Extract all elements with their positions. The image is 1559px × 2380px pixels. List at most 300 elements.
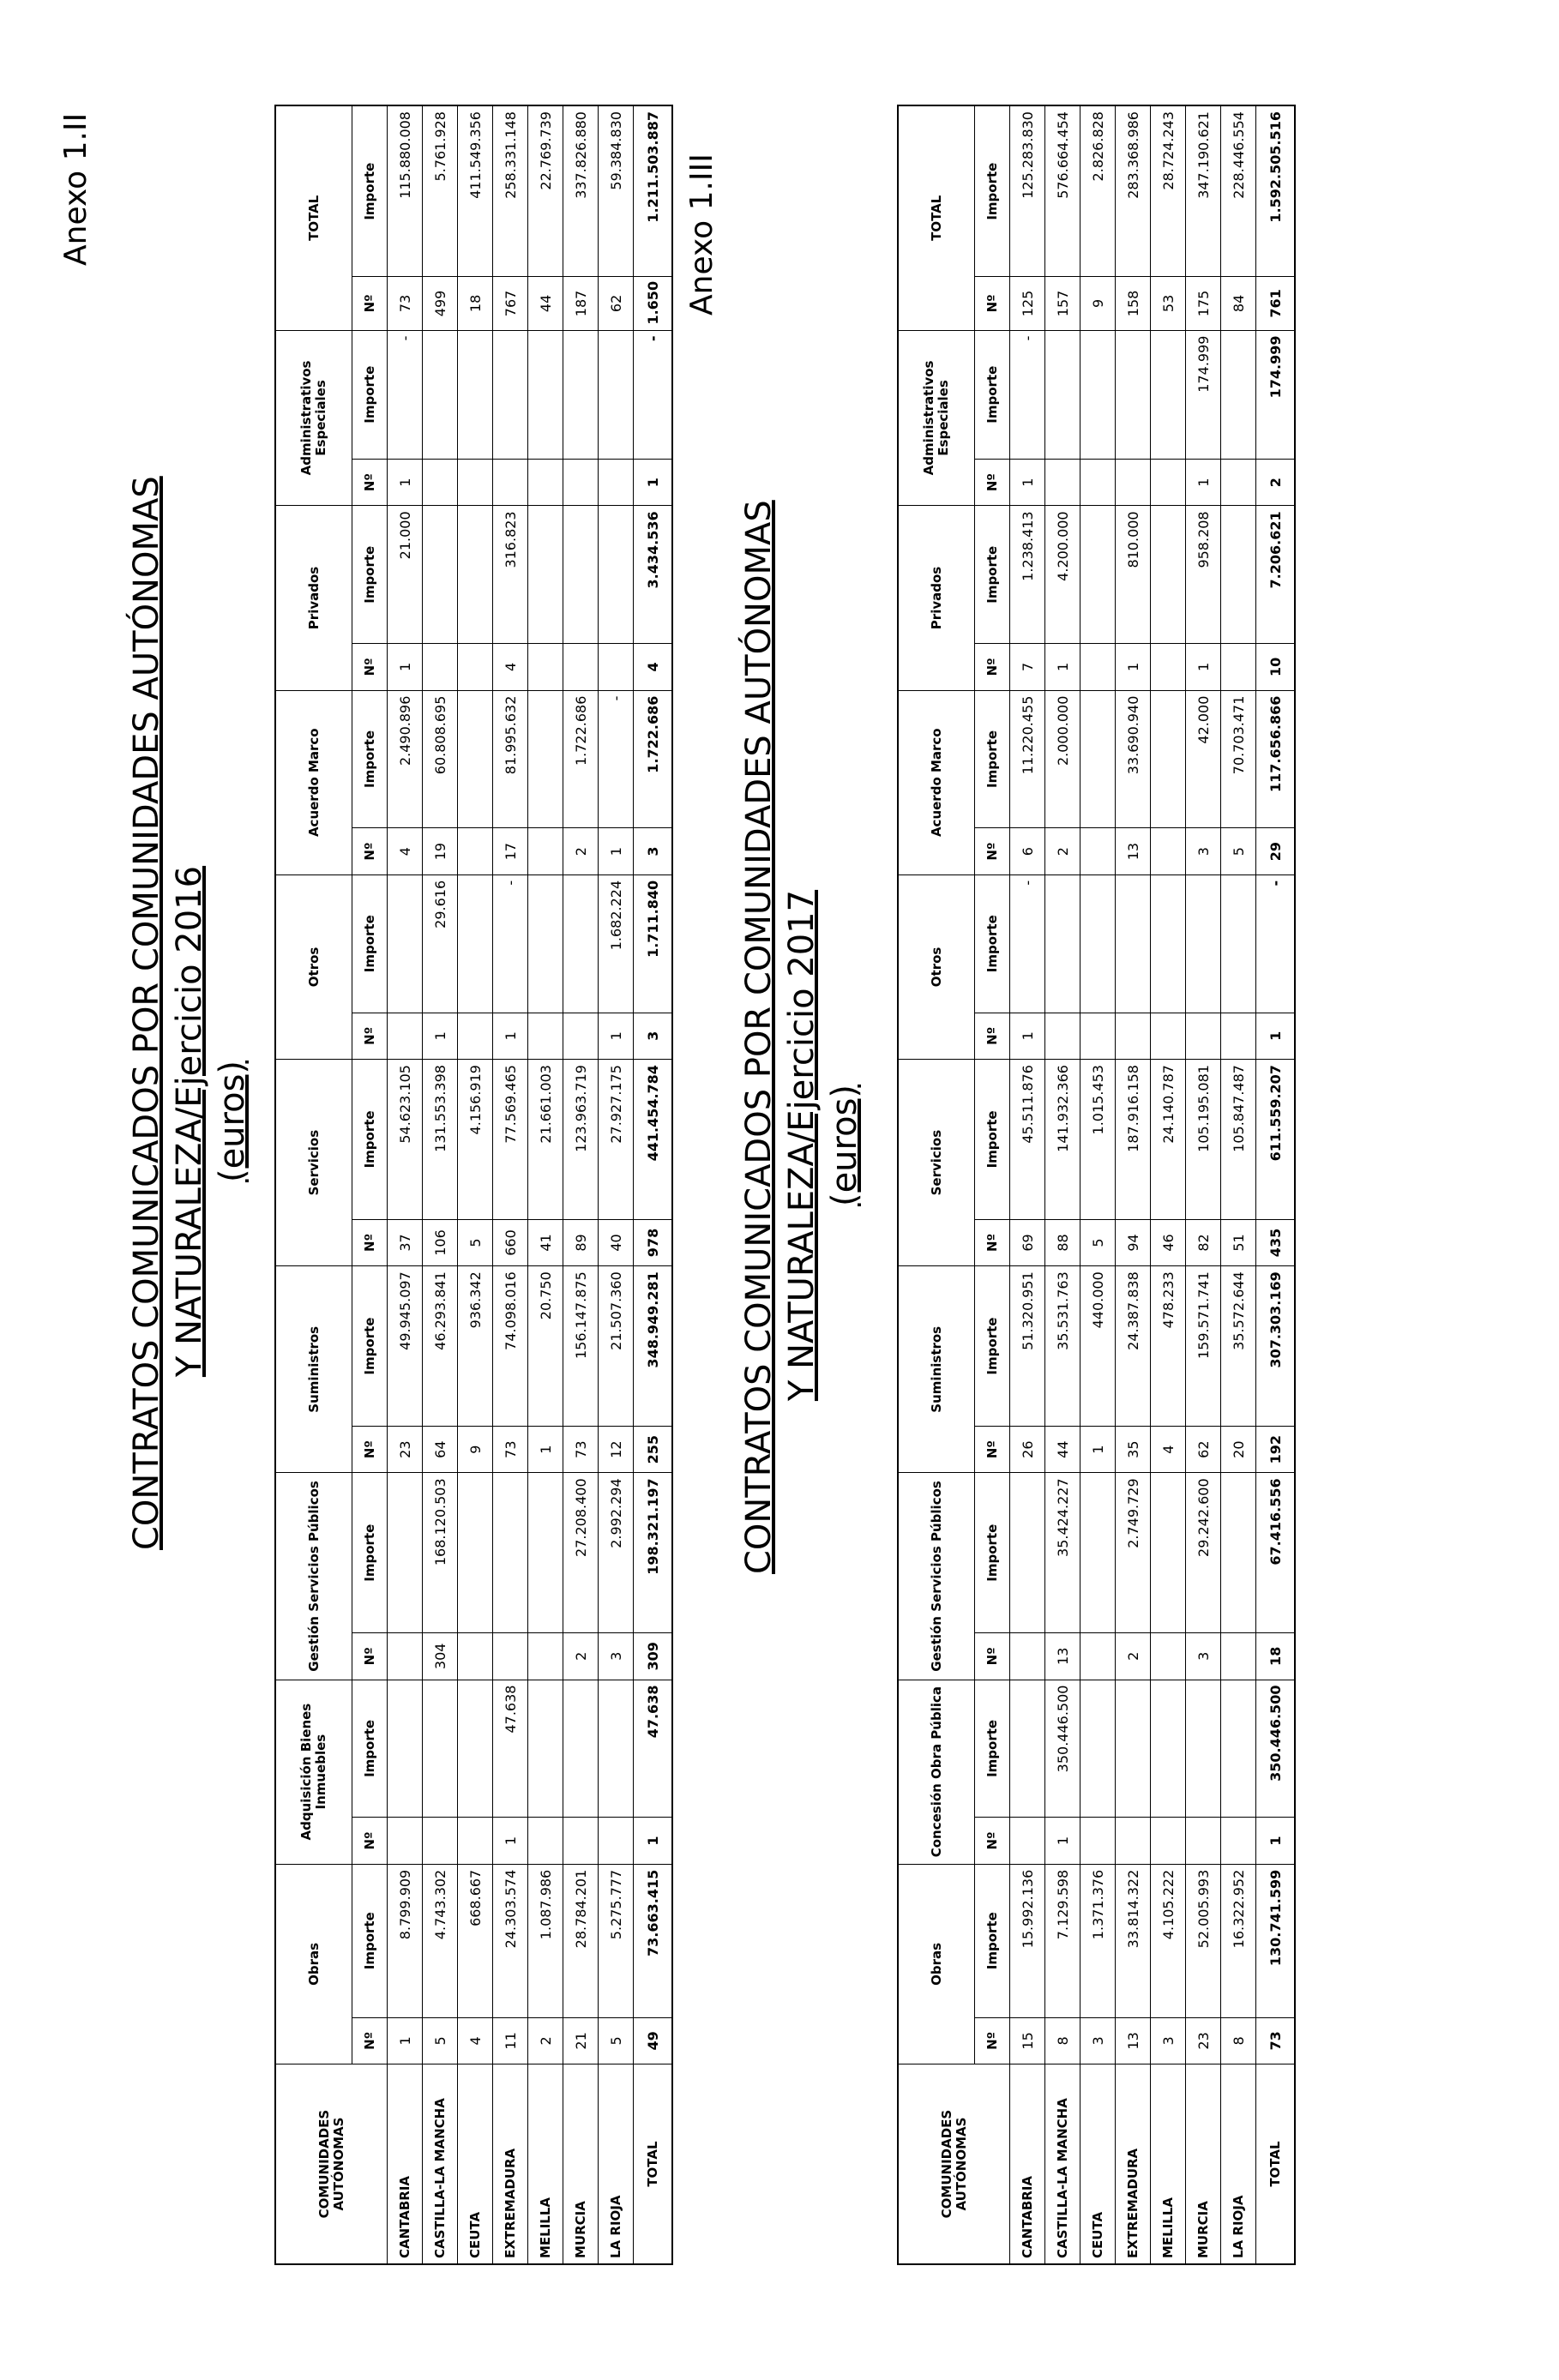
amount-cell: 29.242.600 bbox=[1186, 1473, 1221, 1633]
count-cell: 69 bbox=[1010, 1219, 1045, 1265]
count-cell: 5 bbox=[423, 2017, 458, 2064]
table-row bbox=[1151, 105, 1186, 2264]
group-header: Administrativos Especiales bbox=[898, 330, 975, 506]
amount-cell: 159.571.741 bbox=[1186, 1266, 1221, 1427]
amount-cell: 1.087.986 bbox=[528, 1864, 563, 2017]
count-cell bbox=[528, 1013, 563, 1059]
count-cell: 84 bbox=[1221, 277, 1256, 330]
count-subheader: Nº bbox=[352, 2017, 388, 2064]
count-cell: 73 bbox=[388, 277, 423, 330]
total-count-cell: 3 bbox=[634, 828, 673, 874]
count-cell: 1 bbox=[423, 1013, 458, 1059]
amount-cell bbox=[458, 330, 493, 459]
total-count-cell: 3 bbox=[634, 1013, 673, 1059]
count-cell: 106 bbox=[423, 1219, 458, 1265]
count-cell bbox=[528, 459, 563, 505]
table-row bbox=[1045, 105, 1080, 2264]
count-cell bbox=[1010, 1818, 1045, 1864]
amount-cell bbox=[423, 330, 458, 459]
total-count-cell: 1 bbox=[1256, 1013, 1296, 1059]
total-amount-cell: 7.206.621 bbox=[1256, 506, 1296, 644]
region-name: MELILLA bbox=[528, 2064, 563, 2264]
count-cell: 12 bbox=[599, 1426, 634, 1472]
region-name: CANTABRIA bbox=[388, 2064, 423, 2264]
count-cell bbox=[563, 1013, 599, 1059]
count-cell: 26 bbox=[1010, 1426, 1045, 1472]
group-header: Privados bbox=[275, 506, 352, 690]
amount-cell: 156.147.875 bbox=[563, 1266, 599, 1427]
amount-cell: 29.616 bbox=[423, 874, 458, 1013]
count-cell: 19 bbox=[423, 828, 458, 874]
count-cell bbox=[1080, 1818, 1116, 1864]
count-cell bbox=[1080, 828, 1116, 874]
total-count-cell: 1 bbox=[634, 459, 673, 505]
count-cell: 1 bbox=[1010, 1013, 1045, 1059]
count-cell: 8 bbox=[1045, 2017, 1080, 2064]
amount-cell: 337.826.880 bbox=[563, 105, 599, 277]
count-cell bbox=[1045, 1013, 1080, 1059]
count-cell bbox=[528, 1818, 563, 1864]
region-name: CASTILLA-LA MANCHA bbox=[1045, 2064, 1080, 2264]
count-cell: 1 bbox=[1186, 459, 1221, 505]
count-cell: 6 bbox=[1010, 828, 1045, 874]
total-amount-cell: 1.592.505.516 bbox=[1256, 105, 1296, 277]
count-cell bbox=[1186, 1818, 1221, 1864]
amount-cell: 35.531.763 bbox=[1045, 1266, 1080, 1427]
count-cell: 5 bbox=[1080, 1219, 1116, 1265]
total-amount-cell: 67.416.556 bbox=[1256, 1473, 1296, 1633]
count-subheader: Nº bbox=[975, 1633, 1010, 1680]
region-name: EXTREMADURA bbox=[1116, 2064, 1151, 2264]
contracts-table-2017 bbox=[897, 105, 1296, 2265]
total-amount-cell: 350.446.500 bbox=[1256, 1680, 1296, 1818]
amount-cell: 4.105.222 bbox=[1151, 1864, 1186, 2017]
group-header: Privados bbox=[898, 506, 975, 690]
amount-cell bbox=[599, 330, 634, 459]
amount-cell: 4.743.302 bbox=[423, 1864, 458, 2017]
amount-cell bbox=[563, 506, 599, 644]
count-cell: 88 bbox=[1045, 1219, 1080, 1265]
amount-cell bbox=[599, 506, 634, 644]
amount-cell: - bbox=[599, 690, 634, 828]
total-amount-cell: - bbox=[634, 330, 673, 459]
count-cell bbox=[1186, 1013, 1221, 1059]
count-cell bbox=[599, 1818, 634, 1864]
total-amount-cell: 1.722.686 bbox=[634, 690, 673, 828]
count-cell: 7 bbox=[1010, 644, 1045, 690]
table-row bbox=[1221, 105, 1256, 2264]
group-header: Otros bbox=[898, 874, 975, 1059]
amount-cell: - bbox=[493, 874, 528, 1013]
count-cell: 5 bbox=[1221, 828, 1256, 874]
amount-cell: 1.371.376 bbox=[1080, 1864, 1116, 2017]
total-amount-cell: 3.434.536 bbox=[634, 506, 673, 644]
amount-cell: 350.446.500 bbox=[1045, 1680, 1080, 1818]
count-cell: 1 bbox=[599, 828, 634, 874]
amount-cell: 28.784.201 bbox=[563, 1864, 599, 2017]
count-subheader: Nº bbox=[975, 1818, 1010, 1864]
amount-cell bbox=[528, 330, 563, 459]
count-subheader: Nº bbox=[975, 644, 1010, 690]
amount-cell bbox=[528, 690, 563, 828]
count-subheader: Nº bbox=[352, 828, 388, 874]
count-cell bbox=[1151, 1633, 1186, 1680]
amount-subheader: Importe bbox=[975, 1864, 1010, 2017]
count-cell: 23 bbox=[388, 1426, 423, 1472]
count-cell bbox=[1221, 1818, 1256, 1864]
amount-cell: - bbox=[1010, 330, 1045, 459]
region-name: MURCIA bbox=[563, 2064, 599, 2264]
count-cell bbox=[528, 644, 563, 690]
amount-subheader: Importe bbox=[975, 330, 1010, 459]
amount-subheader: Importe bbox=[975, 1266, 1010, 1427]
amount-cell bbox=[1080, 874, 1116, 1013]
count-cell bbox=[1045, 459, 1080, 505]
amount-subheader: Importe bbox=[352, 874, 388, 1013]
amount-cell bbox=[1186, 1680, 1221, 1818]
amount-cell bbox=[1010, 1473, 1045, 1633]
table-row bbox=[1080, 105, 1116, 2264]
total-amount-cell: 441.454.784 bbox=[634, 1060, 673, 1220]
region-name: MURCIA bbox=[1186, 2064, 1221, 2264]
count-cell bbox=[493, 459, 528, 505]
amount-cell: 1.015.453 bbox=[1080, 1060, 1116, 1220]
amount-cell: 20.750 bbox=[528, 1266, 563, 1427]
amount-cell bbox=[1221, 874, 1256, 1013]
count-cell bbox=[458, 644, 493, 690]
amount-cell bbox=[528, 506, 563, 644]
total-count-cell: 1 bbox=[1256, 1818, 1296, 1864]
table-row bbox=[388, 105, 423, 2264]
amount-cell: 115.880.008 bbox=[388, 105, 423, 277]
group-header: Servicios bbox=[275, 1060, 352, 1266]
count-cell: 2 bbox=[563, 1633, 599, 1680]
group-header: TOTAL bbox=[898, 105, 975, 330]
annex-label-2: Anexo 1.III bbox=[684, 153, 719, 316]
count-cell: 1 bbox=[1080, 1426, 1116, 1472]
count-cell bbox=[1151, 828, 1186, 874]
count-cell bbox=[528, 1633, 563, 1680]
amount-cell: 478.233 bbox=[1151, 1266, 1186, 1427]
count-cell: 1 bbox=[599, 1013, 634, 1059]
count-cell bbox=[528, 828, 563, 874]
amount-cell bbox=[1080, 1473, 1116, 1633]
amount-cell: 22.769.739 bbox=[528, 105, 563, 277]
count-subheader: Nº bbox=[975, 1426, 1010, 1472]
amount-cell: 54.623.105 bbox=[388, 1060, 423, 1220]
count-cell bbox=[458, 1013, 493, 1059]
amount-cell bbox=[1045, 330, 1080, 459]
amount-cell: 28.724.243 bbox=[1151, 105, 1186, 277]
amount-subheader: Importe bbox=[975, 105, 1010, 277]
count-cell: 499 bbox=[423, 277, 458, 330]
amount-cell: 77.569.465 bbox=[493, 1060, 528, 1220]
title-line: CONTRATOS COMUNICADOS POR COMUNIDADES AUTÓNOMAS bbox=[739, 500, 779, 1574]
amount-cell: 51.320.951 bbox=[1010, 1266, 1045, 1427]
count-cell: 187 bbox=[563, 277, 599, 330]
amount-subheader: Importe bbox=[352, 1266, 388, 1427]
amount-cell: 1.682.224 bbox=[599, 874, 634, 1013]
count-cell: 175 bbox=[1186, 277, 1221, 330]
total-amount-cell: 117.656.866 bbox=[1256, 690, 1296, 828]
table-row bbox=[493, 105, 528, 2264]
table-row bbox=[1116, 105, 1151, 2264]
amount-cell: 668.667 bbox=[458, 1864, 493, 2017]
amount-cell bbox=[493, 1473, 528, 1633]
amount-cell: 1.722.686 bbox=[563, 690, 599, 828]
total-count-cell: 309 bbox=[634, 1633, 673, 1680]
amount-cell bbox=[458, 1680, 493, 1818]
amount-cell bbox=[458, 1473, 493, 1633]
amount-subheader: Importe bbox=[352, 1680, 388, 1818]
count-subheader: Nº bbox=[352, 1818, 388, 1864]
amount-cell bbox=[1010, 1680, 1045, 1818]
group-header: Adquisición Bienes Inmuebles bbox=[275, 1680, 352, 1864]
count-cell bbox=[388, 1013, 423, 1059]
count-cell: 5 bbox=[458, 1219, 493, 1265]
count-cell: 21 bbox=[563, 2017, 599, 2064]
count-cell: 3 bbox=[1151, 2017, 1186, 2064]
total-amount-cell: 1.711.840 bbox=[634, 874, 673, 1013]
amount-cell bbox=[1080, 506, 1116, 644]
group-header: Servicios bbox=[898, 1060, 975, 1266]
amount-cell bbox=[528, 1473, 563, 1633]
amount-cell bbox=[1116, 874, 1151, 1013]
total-count-cell: 10 bbox=[1256, 644, 1296, 690]
count-cell: 1 bbox=[388, 459, 423, 505]
amount-cell bbox=[1151, 330, 1186, 459]
count-cell: 767 bbox=[493, 277, 528, 330]
amount-cell: 2.749.729 bbox=[1116, 1473, 1151, 1633]
count-subheader: Nº bbox=[352, 1013, 388, 1059]
count-cell: 13 bbox=[1116, 2017, 1151, 2064]
total-amount-cell: 73.663.415 bbox=[634, 1864, 673, 2017]
count-cell: 1 bbox=[1045, 644, 1080, 690]
count-cell bbox=[423, 459, 458, 505]
count-subheader: Nº bbox=[352, 644, 388, 690]
amount-subheader: Importe bbox=[352, 105, 388, 277]
count-cell: 9 bbox=[1080, 277, 1116, 330]
amount-cell bbox=[1151, 690, 1186, 828]
count-cell: 4 bbox=[388, 828, 423, 874]
total-amount-cell: 47.638 bbox=[634, 1680, 673, 1818]
count-cell: 35 bbox=[1116, 1426, 1151, 1472]
amount-cell bbox=[1221, 506, 1256, 644]
count-cell bbox=[423, 644, 458, 690]
count-cell: 53 bbox=[1151, 277, 1186, 330]
title-line: CONTRATOS COMUNICADOS POR COMUNIDADES AUTÓNOMAS bbox=[127, 476, 166, 1550]
total-count-cell: 255 bbox=[634, 1426, 673, 1472]
total-count-cell: 1 bbox=[634, 1818, 673, 1864]
group-header: Gestión Servicios Públicos bbox=[898, 1473, 975, 1680]
region-name: MELILLA bbox=[1151, 2064, 1186, 2264]
count-cell: 40 bbox=[599, 1219, 634, 1265]
amount-cell: 258.331.148 bbox=[493, 105, 528, 277]
count-cell: 62 bbox=[599, 277, 634, 330]
group-header: Acuerdo Marco bbox=[898, 690, 975, 874]
count-cell: 13 bbox=[1116, 828, 1151, 874]
amount-cell bbox=[1186, 874, 1221, 1013]
count-cell: 304 bbox=[423, 1633, 458, 1680]
amount-cell: 42.000 bbox=[1186, 690, 1221, 828]
count-cell bbox=[563, 644, 599, 690]
count-cell bbox=[1221, 1633, 1256, 1680]
count-cell bbox=[388, 1818, 423, 1864]
amount-cell: 141.932.366 bbox=[1045, 1060, 1080, 1220]
count-cell: 158 bbox=[1116, 277, 1151, 330]
annex-label-1: Anexo 1.II bbox=[58, 112, 93, 266]
total-amount-cell: 130.741.599 bbox=[1256, 1864, 1296, 2017]
amount-cell bbox=[1151, 1473, 1186, 1633]
count-subheader: Nº bbox=[975, 828, 1010, 874]
count-cell: 51 bbox=[1221, 1219, 1256, 1265]
table-row bbox=[423, 105, 458, 2264]
count-cell: 1 bbox=[493, 1013, 528, 1059]
amount-cell: 105.847.487 bbox=[1221, 1060, 1256, 1220]
count-cell bbox=[388, 1633, 423, 1680]
amount-cell: 33.814.322 bbox=[1116, 1864, 1151, 2017]
count-subheader: Nº bbox=[352, 459, 388, 505]
count-cell bbox=[1221, 459, 1256, 505]
annex-title-2 bbox=[737, 500, 866, 1574]
table-row bbox=[1186, 105, 1221, 2264]
count-cell: 3 bbox=[599, 1633, 634, 1680]
count-subheader: Nº bbox=[352, 1426, 388, 1472]
group-header: Obras bbox=[898, 1864, 975, 2064]
amount-subheader: Importe bbox=[975, 874, 1010, 1013]
group-header: Concesión Obra Pública bbox=[898, 1680, 975, 1864]
count-cell: 73 bbox=[563, 1426, 599, 1472]
amount-cell: 5.275.777 bbox=[599, 1864, 634, 2017]
count-cell: 1 bbox=[388, 2017, 423, 2064]
amount-cell: 411.549.356 bbox=[458, 105, 493, 277]
amount-cell: 1.238.413 bbox=[1010, 506, 1045, 644]
amount-cell: 49.945.097 bbox=[388, 1266, 423, 1427]
amount-cell bbox=[563, 330, 599, 459]
amount-subheader: Importe bbox=[975, 1060, 1010, 1220]
region-column-header: COMUNIDADES AUTÓNOMAS bbox=[275, 2064, 388, 2264]
count-cell: 46 bbox=[1151, 1219, 1186, 1265]
count-cell: 2 bbox=[1116, 1633, 1151, 1680]
count-cell bbox=[599, 459, 634, 505]
count-cell: 4 bbox=[493, 644, 528, 690]
amount-cell: 8.799.909 bbox=[388, 1864, 423, 2017]
amount-cell bbox=[388, 874, 423, 1013]
annex-title-1 bbox=[125, 476, 254, 1550]
title-line: Y NATURALEZA/Ejercicio 2016 bbox=[170, 865, 209, 1378]
amount-cell: 168.120.503 bbox=[423, 1473, 458, 1633]
amount-cell bbox=[458, 874, 493, 1013]
amount-cell: 59.384.830 bbox=[599, 105, 634, 277]
region-column-header: COMUNIDADES AUTÓNOMAS bbox=[898, 2064, 1010, 2264]
amount-cell: 60.808.695 bbox=[423, 690, 458, 828]
amount-cell: 21.000 bbox=[388, 506, 423, 644]
count-subheader: Nº bbox=[352, 1219, 388, 1265]
region-name: LA RIOJA bbox=[1221, 2064, 1256, 2264]
total-count-cell: 4 bbox=[634, 644, 673, 690]
amount-cell: 35.572.644 bbox=[1221, 1266, 1256, 1427]
count-cell: 2 bbox=[563, 828, 599, 874]
amount-cell: 347.190.621 bbox=[1186, 105, 1221, 277]
region-name: CEUTA bbox=[1080, 2064, 1116, 2264]
amount-cell: 46.293.841 bbox=[423, 1266, 458, 1427]
count-subheader: Nº bbox=[975, 1219, 1010, 1265]
count-cell bbox=[1080, 644, 1116, 690]
title-line: (euros) bbox=[213, 1060, 252, 1183]
count-cell: 73 bbox=[493, 1426, 528, 1472]
table-row bbox=[458, 105, 493, 2264]
amount-cell: 958.208 bbox=[1186, 506, 1221, 644]
amount-cell: 228.446.554 bbox=[1221, 105, 1256, 277]
total-count-cell: 192 bbox=[1256, 1426, 1296, 1472]
count-subheader: Nº bbox=[975, 1013, 1010, 1059]
amount-cell: 2.992.294 bbox=[599, 1473, 634, 1633]
count-cell: 5 bbox=[599, 2017, 634, 2064]
amount-cell: 21.661.003 bbox=[528, 1060, 563, 1220]
count-cell: 1 bbox=[493, 1818, 528, 1864]
group-header: Gestión Servicios Públicos bbox=[275, 1473, 352, 1680]
group-header: Suministros bbox=[275, 1266, 352, 1473]
total-count-cell: 49 bbox=[634, 2017, 673, 2064]
count-subheader: Nº bbox=[975, 2017, 1010, 2064]
amount-cell bbox=[528, 874, 563, 1013]
total-count-cell: 435 bbox=[1256, 1219, 1296, 1265]
count-cell: 44 bbox=[528, 277, 563, 330]
amount-cell bbox=[388, 1473, 423, 1633]
amount-cell bbox=[423, 506, 458, 644]
amount-cell bbox=[1221, 1680, 1256, 1818]
amount-cell: 45.511.876 bbox=[1010, 1060, 1045, 1220]
group-header: Obras bbox=[275, 1864, 352, 2064]
amount-cell: 174.999 bbox=[1186, 330, 1221, 459]
table-row bbox=[528, 105, 563, 2264]
amount-cell bbox=[1116, 330, 1151, 459]
group-header: TOTAL bbox=[275, 105, 352, 330]
count-cell: 44 bbox=[1045, 1426, 1080, 1472]
count-cell bbox=[563, 1818, 599, 1864]
amount-cell: 21.507.360 bbox=[599, 1266, 634, 1427]
amount-cell: 27.208.400 bbox=[563, 1473, 599, 1633]
amount-cell: 24.303.574 bbox=[493, 1864, 528, 2017]
count-cell bbox=[1151, 644, 1186, 690]
table-row bbox=[1010, 105, 1045, 2264]
amount-cell bbox=[388, 1680, 423, 1818]
amount-cell: 52.005.993 bbox=[1186, 1864, 1221, 2017]
count-cell: 3 bbox=[1186, 828, 1221, 874]
title-line: (euros) bbox=[825, 1084, 864, 1207]
amount-subheader: Importe bbox=[975, 506, 1010, 644]
amount-cell: 131.553.398 bbox=[423, 1060, 458, 1220]
count-cell bbox=[1080, 459, 1116, 505]
total-amount-cell: - bbox=[1256, 874, 1296, 1013]
total-amount-cell: 198.321.197 bbox=[634, 1473, 673, 1633]
count-cell: 157 bbox=[1045, 277, 1080, 330]
amount-cell bbox=[1080, 330, 1116, 459]
amount-cell: 74.098.016 bbox=[493, 1266, 528, 1427]
group-header: Acuerdo Marco bbox=[275, 690, 352, 874]
count-cell bbox=[1080, 1633, 1116, 1680]
amount-cell: 283.368.986 bbox=[1116, 105, 1151, 277]
count-cell bbox=[1221, 644, 1256, 690]
count-cell bbox=[1116, 459, 1151, 505]
count-cell bbox=[1151, 1818, 1186, 1864]
total-count-cell: 2 bbox=[1256, 459, 1296, 505]
group-header: Administrativos Especiales bbox=[275, 330, 352, 506]
count-cell: 89 bbox=[563, 1219, 599, 1265]
count-cell: 4 bbox=[1151, 1426, 1186, 1472]
amount-cell bbox=[423, 1680, 458, 1818]
count-cell: 1 bbox=[1045, 1818, 1080, 1864]
